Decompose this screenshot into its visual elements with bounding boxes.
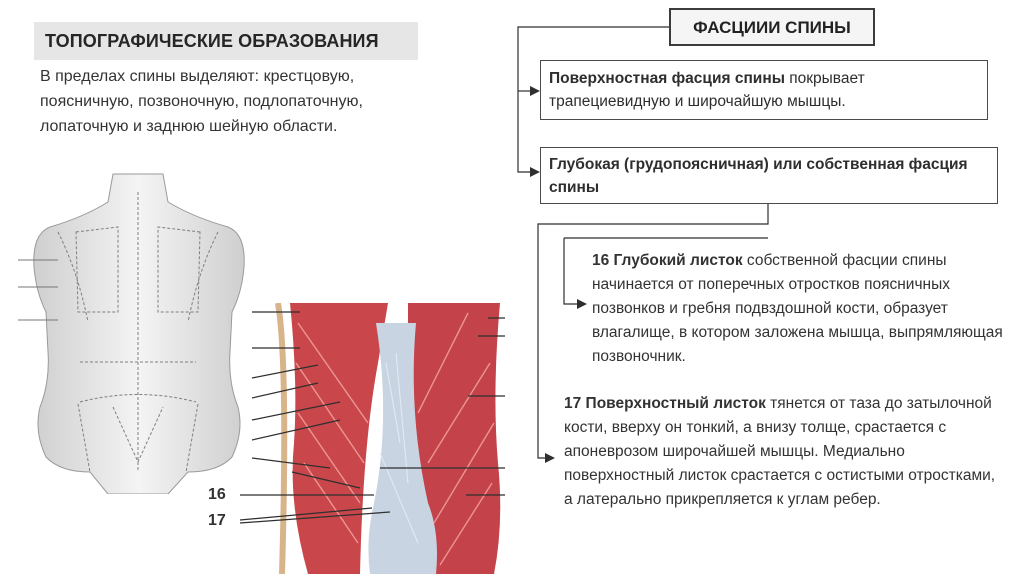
superficial-leaf-description [564, 392, 1004, 512]
label-16: 16 [208, 486, 226, 503]
deep-fascia-term: Глубокая (грудопоясничная) или собственная фасция спины [549, 156, 968, 196]
deep-fascia-box [540, 147, 998, 204]
superficial-fascia-term: Поверхностная фасция спины [549, 70, 785, 87]
deep-leaf-description [592, 249, 1012, 369]
label-17: 17 [208, 512, 226, 529]
superficial-leaf-term: 17 Поверхностный листок [564, 395, 766, 412]
topography-heading-text: ТОПОГРАФИЧЕСКИЕ ОБРАЗОВАНИЯ [45, 30, 379, 51]
fascia-heading-text: ФАСЦИИИ СПИНЫ [693, 17, 851, 37]
superficial-leaf-text: тянется от таза до затылочной кости, вверху он тонкий, а внизу толще, срастается с апоневрозом широчайшей мышцы. Медиально поверхностный листок срастается с остистыми отростками, а латерально прикрепляется к углам ребер. [564, 395, 996, 508]
superficial-fascia-desc: покрывает трапециевидную и широчайшую мышцы. [549, 70, 865, 110]
topography-intro: В пределах спины выделяют: крестцовую, поясничную, позвоночную, подлопаточную, лопаточную и заднюю шейную области. [40, 68, 363, 135]
deep-leaf-term: 16 Глубокий листок [592, 252, 743, 269]
deep-leaf-text: собственной фасции спины начинается от поперечных отростков поясничных позвонков и гребня подвздошной кости, образует влагалище, в котором заложена мышца, выпрямляющая позвоночник. [592, 252, 1003, 365]
superficial-fascia-box [540, 60, 988, 120]
fascia-heading [669, 8, 875, 46]
